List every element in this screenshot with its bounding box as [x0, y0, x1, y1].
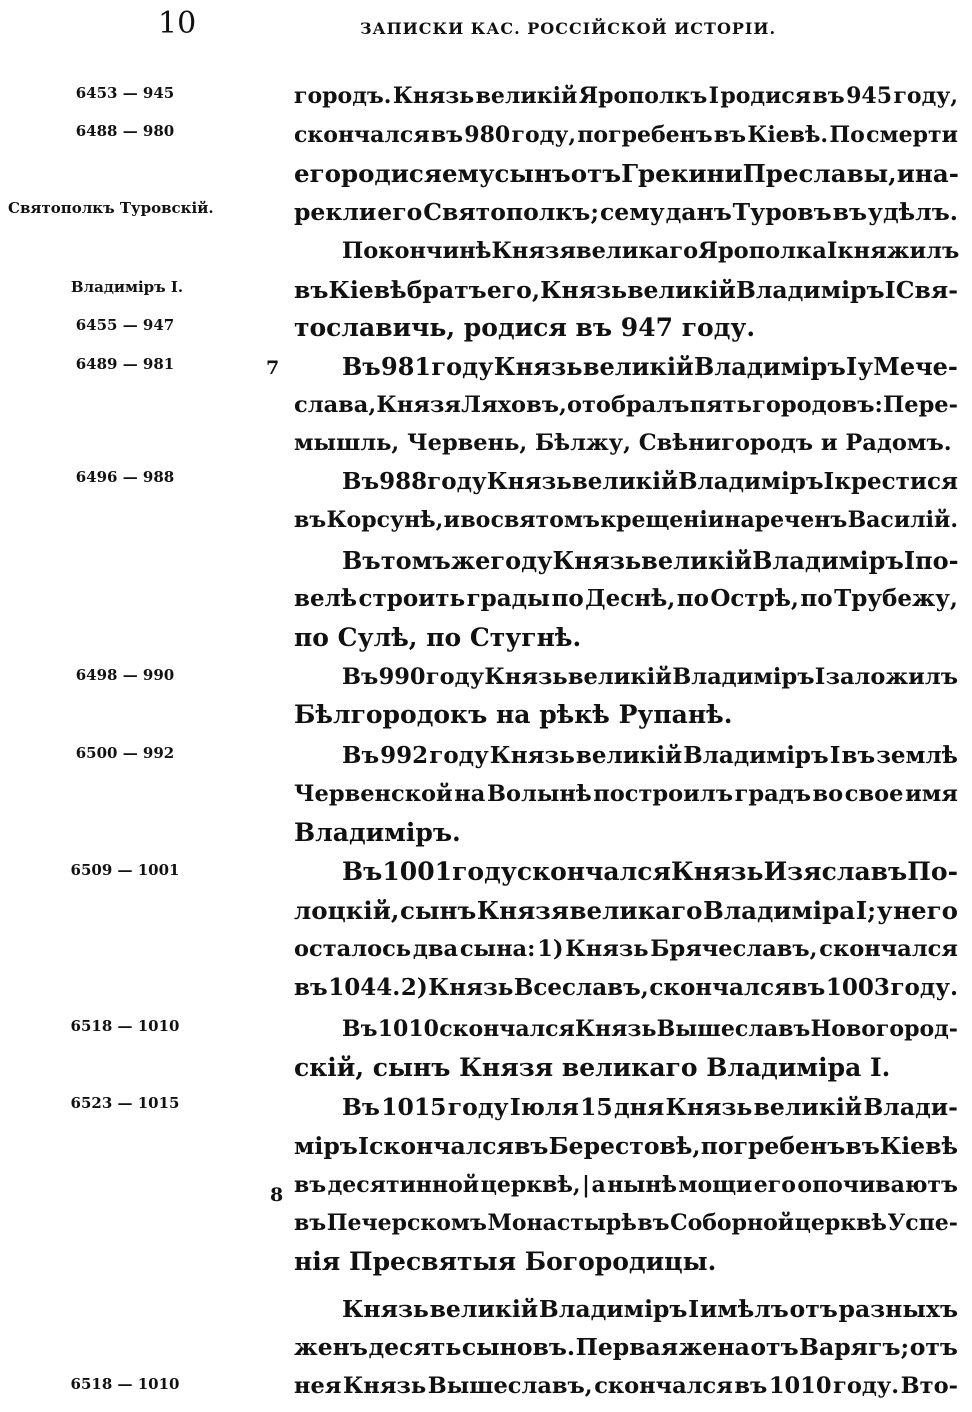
text-line: рекли его Святополкъ; сему данъ Туровъ въ удѣлъ.: [294, 198, 958, 226]
text-line: скончался въ 980 году, погребенъ въ Кіевѣ. По смерти: [294, 122, 958, 148]
folio-mark: 8: [270, 1184, 284, 1206]
margin-date: 6489 — 981: [75, 355, 175, 373]
margin-date: 6518 — 1010: [70, 1017, 180, 1035]
text-line: нея Князь Вышеславъ, скончался въ 1010 году. Вто-: [294, 1373, 958, 1399]
text-line: Въ 988 году Князь великій Владиміръ I крестися: [342, 468, 958, 495]
text-line: Въ 1015 году Іюля 15 дня Князь великій Влади-: [342, 1093, 958, 1121]
text-line: Владиміръ.: [294, 818, 461, 847]
margin-date: 6498 — 990: [75, 666, 175, 684]
text-line: Червенской на Волынѣ построилъ градъ во свое имя: [294, 781, 958, 807]
text-line: міръ I скончался въ Берестовѣ, погребенъ въ Кіевѣ: [294, 1132, 958, 1160]
margin-date: 6509 — 1001: [70, 861, 180, 879]
text-line: скій, сынъ Князя великаго Владиміра I.: [294, 1053, 891, 1082]
text-line: по Сулѣ, по Стугнѣ.: [294, 623, 582, 652]
margin-date: 6455 — 947: [75, 316, 175, 334]
margin-title: Владиміръ I.: [70, 278, 184, 296]
margin-date: 6488 — 980: [75, 122, 175, 140]
text-line: Въ 990 году Князь великій Владиміръ I заложилъ: [342, 664, 958, 690]
margin-date: 6500 — 992: [75, 744, 175, 762]
text-line: Въ 992 году Князь великій Владиміръ I въ землѣ: [342, 742, 958, 769]
text-line: въ 1044. 2) Князь Всеславъ, скончался въ 1003 году.: [294, 974, 958, 1001]
text-line: Въ 1010 скончался Князь Вышеславъ Новогород-: [342, 1016, 958, 1042]
text-line: женъ десять сыновъ. Первая жена отъ Варягъ; отъ: [294, 1333, 958, 1361]
text-line: По кончинѣ Князя великаго Ярополка I княжилъ: [342, 238, 960, 264]
text-line: его родися ему сынъ отъ Грекини Преславы, и на-: [294, 159, 959, 188]
folio-mark: 7: [266, 357, 280, 379]
text-line: Въ 981 году Князь великій Владиміръ I у Мече-: [342, 352, 958, 381]
text-line: Князь великій Владиміръ I имѣлъ отъ разныхъ: [342, 1295, 958, 1323]
text-line: городъ. Князь великій Ярополкъ I родися въ 945 году,: [294, 83, 958, 109]
text-line: въ Кіевѣ братъ его, Князь великій Владиміръ I Свя-: [294, 276, 958, 304]
text-line: въ Печерскомъ Монастырѣ въ Соборной церквѣ Успе-: [294, 1210, 958, 1236]
margin-date: 6453 — 945: [75, 84, 175, 102]
text-line: Бѣлгородокъ на рѣкѣ Рупанѣ.: [294, 700, 733, 729]
margin-title: Святополкъ Туровскій.: [8, 199, 214, 217]
text-line: осталось два сына: 1) Князь Брячеславъ, скончался: [294, 936, 958, 962]
text-line: тославичь, родися въ 947 году.: [294, 313, 756, 342]
page-number: 10: [158, 6, 197, 41]
text-line: Въ 1001 году скончался Князь Изяславъ По-: [342, 857, 958, 886]
margin-date: 6496 — 988: [75, 468, 175, 486]
running-head: ЗАПИСКИ КАС. РОССІЙСКОЙ ИСТОРІИ.: [360, 19, 777, 38]
text-line: слава, Князя Ляховъ, отобралъ пять городовъ: Пере-: [294, 392, 958, 418]
text-line: въ десятинной церквѣ, | а нынѣ мощи его опочиваютъ: [294, 1172, 958, 1198]
text-line: велѣ строить грады по Деснѣ, по Острѣ, по Трубежу,: [294, 585, 958, 612]
text-line: въ Корсунѣ, и во святомъ крещеніи нареченъ Василій.: [294, 507, 958, 533]
text-line: нія Пресвятыя Богородицы.: [294, 1247, 717, 1276]
text-line: лоцкій, сынъ Князя великаго Владиміра I; у него: [294, 896, 958, 925]
margin-date: 6518 — 1010: [70, 1375, 180, 1393]
text-line: мышль, Червень, Бѣлжу, Свѣнигородъ и Радомъ.: [294, 430, 952, 456]
margin-date: 6523 — 1015: [70, 1094, 180, 1112]
text-line: Въ томъ же году Князь великій Владиміръ I по-: [342, 546, 959, 575]
